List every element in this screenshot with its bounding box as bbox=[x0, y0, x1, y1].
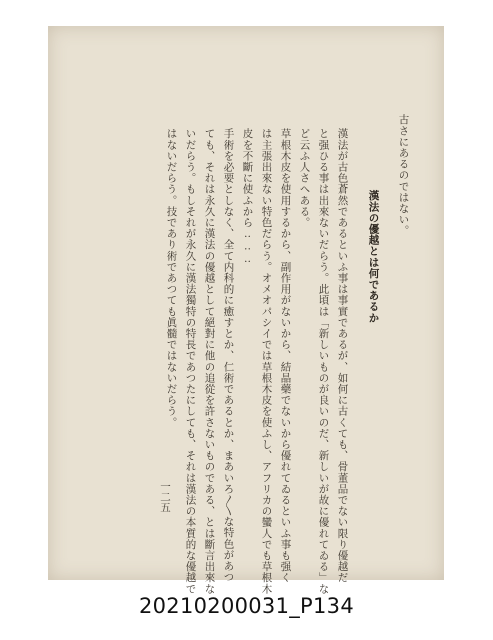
text-column-5: ど云ふ人さへある。 bbox=[298, 128, 311, 228]
document-page bbox=[48, 26, 444, 595]
text-column-10: ても、それは永久に漢法の優越として絕對に他の追從を許さないものである、とは斷言出來な bbox=[203, 128, 216, 595]
page-number: 一二五 bbox=[159, 481, 171, 513]
text-column-9: 手術を必要としなく、全て内科的に癒すとか、仁術であるとか、まあいろ〳〵な特色があつ bbox=[222, 128, 235, 583]
text-column-12: はないだらう。技であり術であつても眞髓ではないだらう。 bbox=[165, 128, 178, 428]
text-column-6: 草根木皮を使用するから、副作用がないから、結晶藥でないから優れてゐるといふ事も强く bbox=[279, 128, 292, 584]
text-column-11: いだらう。もしそれが永久に漢法獨特の特長であつたにしても、それは漢法の本質的な優越で bbox=[184, 128, 197, 595]
text-column-8: 皮を不斷に使ふから‥‥‥ bbox=[241, 128, 254, 266]
text-column-1: 古さにあるのではない。 bbox=[397, 114, 410, 237]
image-caption: 20210200031_P134 bbox=[138, 594, 354, 618]
section-heading: 漢法の優越とは何であるか bbox=[367, 190, 380, 324]
text-column-7: は主張出來ない特色だらう。オメオパシイでは草根木皮を使ふし、アフリカの蠻人でも草根木 bbox=[260, 128, 273, 595]
text-column-4: と强ひる事は出來ないだらう。此頃は「新しいものが良いのだ、新しいが故に優れてゐる」な bbox=[317, 128, 330, 595]
text-column-3: 漢法が古色蒼然であるといふ事は事實であるが、如何に古くても、骨董品でない限り優越だ bbox=[336, 128, 349, 584]
